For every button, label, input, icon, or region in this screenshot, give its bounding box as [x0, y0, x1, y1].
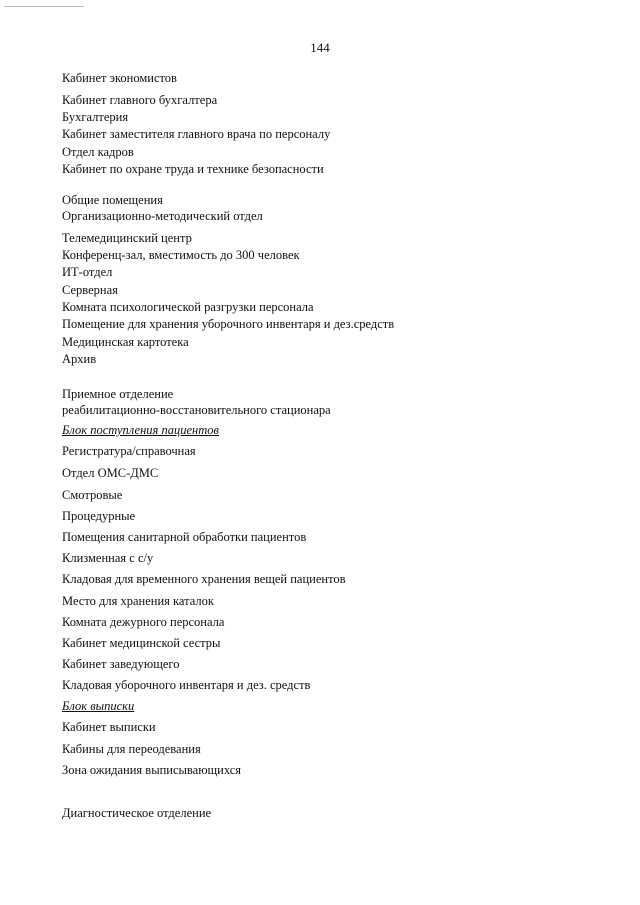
room-line: Кабинет заведующего — [62, 657, 180, 671]
room-line: Кабинет заместителя главного врача по персоналу — [62, 127, 331, 141]
block-heading: Блок выписки — [62, 699, 135, 713]
room-line: Кладовая уборочного инвентаря и дез. средств — [62, 678, 311, 692]
room-line: Отдел кадров — [62, 145, 134, 159]
room-line: Кабины для переодевания — [62, 742, 201, 756]
section-heading: реабилитационно-восстановительного стационара — [62, 403, 331, 417]
section-heading: Диагностическое отделение — [62, 806, 212, 820]
room-line: Серверная — [62, 283, 118, 297]
room-line: Конференц-зал, вместимость до 300 человек — [62, 248, 300, 262]
room-line: Место для хранения каталок — [62, 594, 214, 608]
room-line: Комната психологической разгрузки персонала — [62, 300, 314, 314]
block-heading: Блок поступления пациентов — [62, 423, 219, 437]
room-line: Кабинет медицинской сестры — [62, 636, 221, 650]
scan-artifact-line — [4, 6, 84, 7]
room-line: Комната дежурного персонала — [62, 615, 225, 629]
room-line: Медицинская картотека — [62, 335, 189, 349]
room-line: Кабинет экономистов — [62, 71, 177, 85]
room-line: Смотровые — [62, 488, 123, 502]
room-line: Организационно-методический отдел — [62, 209, 263, 223]
section-heading: Приемное отделение — [62, 387, 174, 401]
section-heading: Общие помещения — [62, 193, 163, 207]
room-line: Кабинет главного бухгалтера — [62, 93, 218, 107]
room-line: Клизменная с с/у — [62, 551, 154, 565]
room-line: Отдел ОМС-ДМС — [62, 466, 159, 480]
room-line: ИТ-отдел — [62, 265, 113, 279]
room-line: Помещения санитарной обработки пациентов — [62, 530, 307, 544]
page-number: 144 — [310, 40, 330, 55]
room-line: Помещение для хранения уборочного инвентаря и дез.средств — [62, 317, 395, 331]
room-line: Телемедицинский центр — [62, 231, 192, 245]
room-line: Регистратура/справочная — [62, 444, 196, 458]
room-line: Архив — [62, 352, 97, 366]
room-line: Кабинет выписки — [62, 720, 156, 734]
room-line: Процедурные — [62, 509, 136, 523]
room-line: Бухгалтерия — [62, 110, 129, 124]
room-line: Зона ожидания выписывающихся — [62, 763, 242, 777]
room-line: Кладовая для временного хранения вещей пациентов — [62, 572, 346, 586]
room-line: Кабинет по охране труда и технике безопасности — [62, 162, 324, 176]
